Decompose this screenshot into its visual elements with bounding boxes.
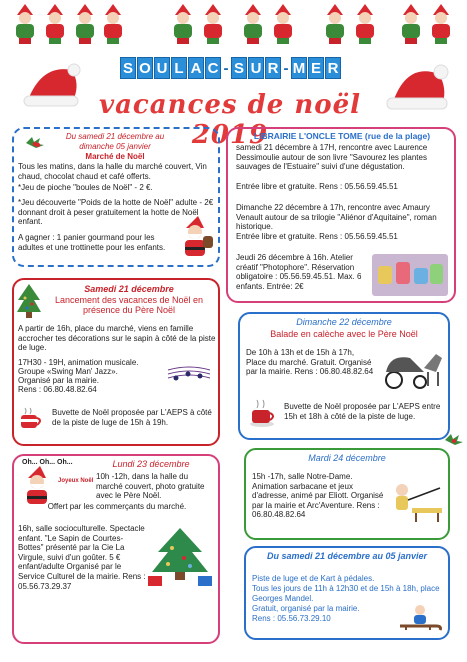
marche-jeu1: *Jeu de pioche "boules de Noël" - 2 €. xyxy=(18,183,153,192)
santa-icon xyxy=(176,214,214,260)
title-letter: U xyxy=(154,57,170,79)
dimanche-p1: De 10h à 13h et de 15h à 17h, Place du marché. Gratuit. Organisé par la mairie. Rens : 06.80.48.82.64 xyxy=(246,348,374,377)
santa-icon xyxy=(18,466,58,506)
samedi-p2a: 17H30 - 19H, animation musicale. xyxy=(18,358,139,367)
samedi-p3: Buvette de Noël proposée par L'AEPS à côté de la piste de luge de 15h à 19h. xyxy=(52,408,212,427)
lundi-date: Lundi 23 décembre xyxy=(112,459,190,469)
librairie-event1: samedi 21 décembre à 17H, rencontre avec Laurence Dessimoulie autour de son livre "Savourez les plantes sauvages de l'Estuaire" suivi d'une dégustation. xyxy=(236,143,428,172)
santa-hat-icon xyxy=(383,60,451,112)
christmas-tree-icon xyxy=(16,284,42,320)
elf-icon xyxy=(12,4,38,44)
title-letter: O xyxy=(137,57,153,79)
dimanche-title: Balade en calèche avec le Père Noël xyxy=(270,329,418,339)
elf-icon xyxy=(42,4,68,44)
sled-icon xyxy=(396,604,444,634)
mardi-date: Mardi 24 décembre xyxy=(308,453,386,463)
title-letter: A xyxy=(188,57,204,79)
title-letter: S xyxy=(120,57,136,79)
carriage-icon xyxy=(380,344,444,390)
elf-icon xyxy=(72,4,98,44)
title-letter: C xyxy=(205,57,221,79)
elf-icon xyxy=(322,4,348,44)
page-title xyxy=(120,57,344,85)
santa-hat-icon xyxy=(22,60,84,108)
luge-p2: Tous les jours de 11h à 12h30 et de 15h à 18h, place Georges Mandel. xyxy=(252,584,440,603)
lundi-p1: 10h -12h, dans la halle du marché couvert, photo gratuite avec le Père Noël. xyxy=(96,472,205,501)
holly-icon xyxy=(444,432,464,448)
samedi-p2d: Rens : 06.80.48.82.64 xyxy=(18,385,97,394)
mug-icon xyxy=(18,406,44,430)
page-subtitle: vacances de noël 2019 xyxy=(98,90,362,150)
luge-p4: Rens : 05.56.73.29.10 xyxy=(252,614,331,623)
librairie-event2-entry: Entrée libre et gratuite. Rens : 05.56.59.45.51 xyxy=(236,232,398,241)
marche-dates: Du samedi 21 décembre au dimanche 05 janvier xyxy=(65,132,165,151)
samedi-title: Lancement des vacances de Noël en présence du Père Noël xyxy=(54,295,204,315)
title-letter: S xyxy=(231,57,247,79)
luge-p1: Piste de luge et de Kart à pédales. xyxy=(252,574,375,583)
elf-icon xyxy=(352,4,378,44)
elf-icon xyxy=(428,4,454,44)
elf-icon xyxy=(240,4,266,44)
title-letter: M xyxy=(291,57,307,79)
lundi-p2: 16h, salle socioculturelle. Spectacle enfant. "Le Sapin de Courtes-Bottes" présenté par la Cie La Virgule, suivi d'un goûter. 5 € enfant/adulte Organisé par le Service Culturel de la mairie. Rens : 05.56.73.29.37 xyxy=(18,524,146,591)
samedi-p2b: Groupe «Swing Man' Jazz». xyxy=(18,367,118,376)
librairie-title: LIBRAIRIE L'ONCLE TOME (rue de la plage) xyxy=(253,131,431,141)
title-letter: - xyxy=(283,60,289,77)
title-letter: R xyxy=(325,57,341,79)
librairie-event3: Jeudi 26 décembre à 16h. Atelier créatif "Photophore". Réservation obligatoire : 05.56.59.45.51. Max. 6 enfants. Entrée: 2€ xyxy=(236,253,362,291)
candles-icon xyxy=(372,254,448,296)
title-letter: - xyxy=(223,60,229,77)
elf-icon xyxy=(398,4,424,44)
marche-name: Marché de Noël xyxy=(85,152,145,161)
elf-icon xyxy=(100,4,126,44)
target-icon xyxy=(390,478,446,524)
lundi-p1b: Offert par les commerçants du marché. xyxy=(47,502,187,511)
lundi-badge2: Joyeux Noël xyxy=(58,478,94,484)
librairie-event1-entry: Entrée libre et gratuite. Rens : 05.56.59.45.51 xyxy=(236,182,398,191)
samedi-date: Samedi 21 décembre xyxy=(84,284,174,294)
mug-icon xyxy=(248,398,278,428)
elf-icon xyxy=(170,4,196,44)
samedi-p2c: Organisé par la mairie. xyxy=(18,376,99,385)
music-notes-icon xyxy=(166,362,212,388)
lundi-badge: Oh... Oh... Oh... xyxy=(22,459,73,466)
title-letter: E xyxy=(308,57,324,79)
marche-intro: Tous les matins, dans la halle du marché couvert, Vin chaud, chocolat chaud et café offerts. xyxy=(18,162,207,181)
elves-row xyxy=(0,0,467,50)
mardi-p1: 15h -17h, salle Notre-Dame. Animation sarbacane et jeux d'adresse, animé par Eliott. Organisé par la mairie et Arc'Aventure. Rens : 06.80.48.82.64 xyxy=(252,472,384,520)
luge-p3: Gratuit, organisé par la mairie. xyxy=(252,604,360,613)
holly-icon xyxy=(24,135,46,151)
librairie-event2: Dimanche 22 décembre à 17h, rencontre avec Amaury Venault autour de sa trilogie "Aliénor d'Aquitaine", roman historique. xyxy=(236,203,437,232)
dimanche-date: Dimanche 22 décembre xyxy=(296,317,392,327)
luge-date: Du samedi 21 décembre au 05 janvier xyxy=(266,551,428,561)
samedi-p1: A partir de 16h, place du marché, viens en famille accrocher tes décorations sur le sapin à côté de la piste de luge. xyxy=(18,324,216,353)
elf-icon xyxy=(200,4,226,44)
christmas-tree-icon xyxy=(144,528,216,588)
marche-gagner: A gagner : 1 panier gourmand pour les adultes et une trottinette pour les enfants. xyxy=(18,233,166,252)
marche-jeu2: *Jeu découverte "Poids de la hotte de Noël" adulte - 2€ donnant droit à peser gratuitement la hotte de Noël enfant. xyxy=(18,198,214,227)
title-letter: L xyxy=(171,57,187,79)
elf-icon xyxy=(270,4,296,44)
title-letter: R xyxy=(265,57,281,79)
dimanche-p2: Buvette de Noël proposée par L'AEPS entre 15h et 18h à côté de la piste de luge. xyxy=(284,402,441,421)
title-letter: U xyxy=(248,57,264,79)
